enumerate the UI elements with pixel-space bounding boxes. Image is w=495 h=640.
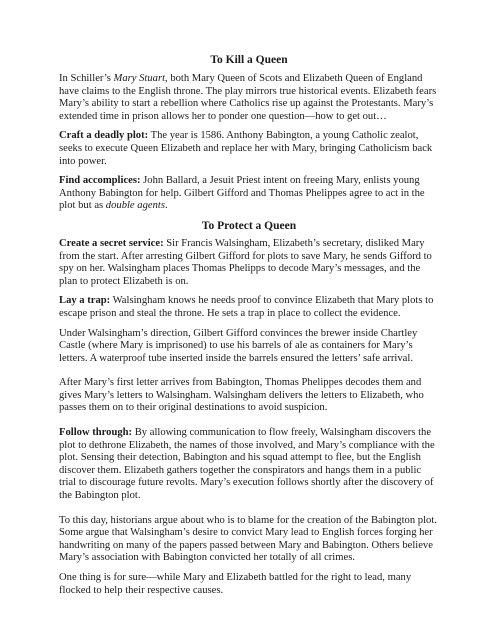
first-letter-paragraph: After Mary’s first letter arrives from Babington, Thomas Phelippes decodes them and gives Mary’s letters to Walsingham. Walsingham delivers the letters to Elizabeth, who passes them on to their original destinations to avoid suspicion.	[59, 377, 424, 414]
play-title: Mary Stuart	[113, 73, 166, 84]
section-title-protect: To Protect a Queen	[201, 219, 297, 232]
accomplices-italic: double agents	[105, 200, 165, 212]
plot-lead: Craft a deadly plot:	[59, 130, 149, 142]
intro-text-2: , both Mary Queen of Scots and Elizabeth Queen of England have claims to the English throne. The play mirrors true historical events. Elizabeth fears Mary’s ability to start a rebellion where Catholics rise up against the Protestants. Mary’s extended time in prison allows her to ponder one question—how to get out…	[59, 73, 437, 122]
service-text: Sir Francis Walsingham, Elizabeth’s secretary, disliked Mary from the start. After arresting Gilbert Gifford for plots to save Mary, he sends Gifford to spy on her. Walsingham places Thomas Phelipps to decode Mary’s messages, and the plan to protect Elizabeth is on.	[59, 237, 432, 287]
trap-lead: Lay a trap:	[59, 295, 111, 307]
follow-text: By allowing communication to flow freely, Walsingham discovers the plot to dethrone Elizabeth, the names of those involved, and Mary’s compliance with the plot. Sensing their detection, Babington and his squad attempt to flee, but the English discover them. Elizabeth gathers together the conspirators and hangs them in a public trial to discourage future revolts. Mary’s execution follows shortly after the discovery of the Babington plot.	[59, 427, 435, 502]
accomplices-text: John Ballard, a Jesuit Priest intent on freeing Mary, enlists young Anthony Babington for help. Gilbert Gifford and Thomas Phelippes agree to act in the plot but as	[59, 175, 425, 212]
trap-paragraph	[59, 295, 439, 320]
conclusion-paragraph: One thing is for sure—while Mary and Elizabeth battled for the right to lead, many flocked to help their respective causes.	[59, 572, 412, 596]
accomplices-paragraph	[59, 175, 439, 213]
service-lead: Create a secret service:	[59, 237, 164, 249]
trap-text: Walsingham knows he needs proof to convince Elizabeth that Mary plots to escape prison and steal the throne. He sets a trap in place to collect the evidence.	[59, 295, 434, 319]
document-page	[59, 54, 439, 604]
section-title-kill: To Kill a Queen	[210, 54, 288, 66]
accomplices-end: .	[164, 200, 168, 212]
accomplices-lead: Find accomplices:	[59, 175, 141, 187]
intro-text-1: In Schiller’s	[59, 73, 114, 84]
intro-paragraph	[59, 73, 439, 123]
direction-paragraph: Under Walsingham’s direction, Gilbert Gifford convinces the brewer inside Chartley Castle (where Mary is imprisoned) to use his barrels of ale as containers for Mary’s letters. A waterproof tube inserted inside the barrels ensured the letters’ safe arrival.	[59, 327, 418, 364]
plot-text: The year is 1586. Anthony Babington, a young Catholic zealot, seeks to execute Queen Elizabeth and replace her with Mary, bringing Catholicism back into power.	[59, 130, 433, 167]
debate-paragraph: To this day, historians argue about who is to blame for the creation of the Babington plot. Some argue that Walsingham’s desire to convict Mary lead to English forces forging her handwriting on many of the papers passed between Mary and Babington. Others believe Mary’s association with Babington convicted her totally of all crimes.	[59, 514, 437, 564]
follow-lead: Follow through:	[59, 427, 133, 439]
plot-paragraph	[59, 130, 439, 168]
follow-paragraph	[59, 427, 439, 503]
service-paragraph	[59, 238, 439, 288]
